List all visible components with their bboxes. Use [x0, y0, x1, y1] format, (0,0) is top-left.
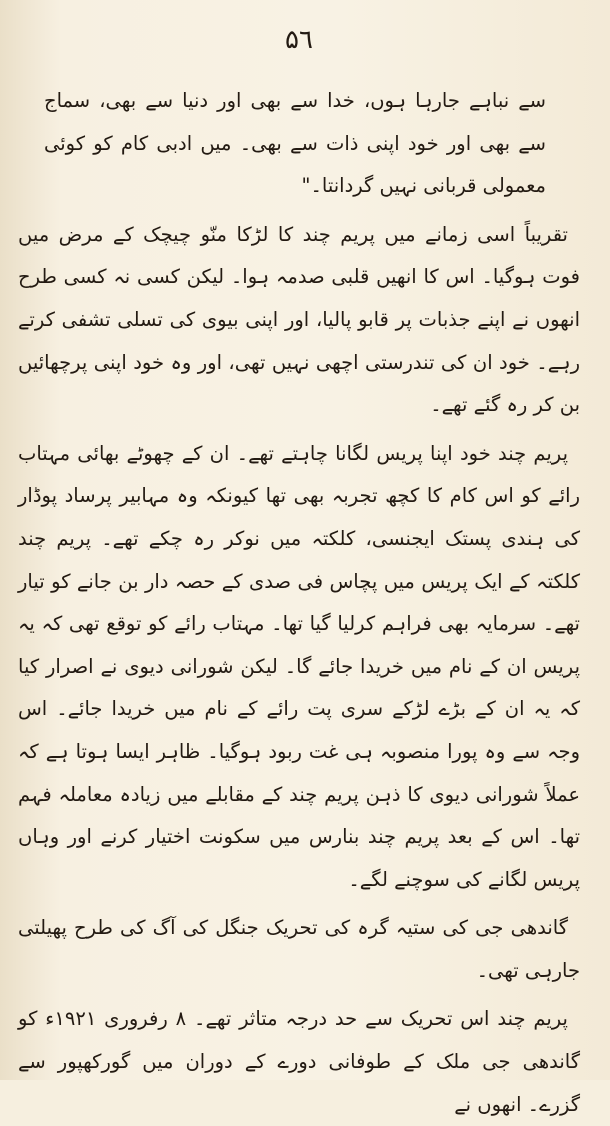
quote-paragraph: سے نباہے جارہا ہوں، خدا سے بھی اور دنیا سے بھی، سماج سے بھی اور خود اپنی ذات سے بھی۔ میں ادبی کام کو کوئی معمولی قربانی نہیں گردانتا۔" [44, 89, 546, 198]
paragraph-son-death: تقریباً اسی زمانے میں پریم چند کا لڑکا منّو چیچک کے مرض میں فوت ہوگیا۔ اس کا انھیں قلبی صدمہ ہوا۔ لیکن کسی نہ کسی طرح انھوں نے اپنے جذبات پر قابو پالیا، اور اپنی بیوی کی تسلی تشفی کرتے رہے۔ خود ان کی تندرستی اچھی نہیں تھی، اور وہ خود اپنی پرچھائیں بن کر رہ گئے تھے۔ [18, 222, 580, 417]
paragraph-satyagraha: گاندھی جی کی ستیہ گرہ کی تحریک جنگل کی آگ کی طرح پھیلتی جارہی تھی۔ [18, 916, 580, 982]
paragraph-gandhi-visit: پریم چند اس تحریک سے حد درجہ متاثر تھے۔ ۸ رفروری ۱۹۲۱ء کو گاندھی جی ملک کے طوفانی دورے کے دوران میں گورکھپور سے گزرے۔ انھوں نے [18, 1007, 580, 1116]
page-number: ۵٦ [285, 25, 313, 55]
paragraph-press-plan: پریم چند خود اپنا پریس لگانا چاہتے تھے۔ ان کے چھوٹے بھائی مہتاب رائے کو اس کام کا کچھ تجربہ بھی تھا کیونکہ وہ مہابیر پرساد پوڈار کی ہندی پستک ایجنسی، کلکتہ میں نوکر رہ چکے تھے۔ پریم چند کلکتہ کے ایک پریس میں پچاس فی صدی کے حصہ دار بن جانے کو تیار تھے۔ سرمایہ بھی فراہم کرلیا گیا تھا۔ مہتاب رائے کو توقع تھی کہ یہ پریس ان کے نام میں خریدا جائے گا۔ لیکن شورانی دیوی نے اصرار کیا کہ یہ ان کے بڑے لڑکے سری پت رائے کے نام میں خریدا جائے۔ اس وجہ سے وہ پورا منصوبہ ہی غت ربود ہوگیا۔ ظاہر ایسا ہوتا ہے کہ عملاً شورانی دیوی کا ذہن پریم چند کے مقابلے میں زیادہ معاملہ فہم تھا۔ اس کے بعد پریم چند بنارس میں سکونت اختیار کرنے اور وہاں پریس لگانے کی سوچنے لگے۔ [18, 441, 580, 891]
